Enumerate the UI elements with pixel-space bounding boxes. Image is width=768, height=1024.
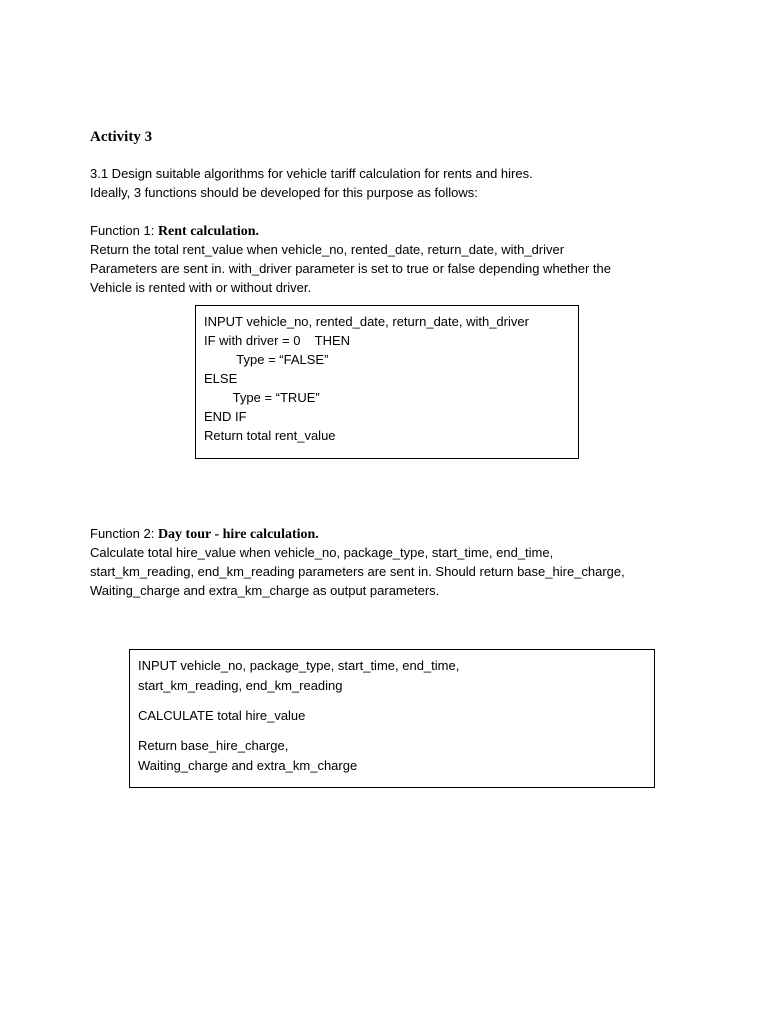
algorithm-line: Type = “TRUE”: [204, 390, 320, 405]
function2-description-line: Waiting_charge and extra_km_charge as output parameters.: [90, 583, 440, 599]
algorithm-line: CALCULATE total hire_value: [138, 708, 306, 723]
algorithm-spacer: [138, 726, 654, 736]
intro-line: Ideally, 3 functions should be developed for this purpose as follows:: [90, 185, 478, 201]
function1-name: Rent calculation.: [157, 224, 260, 239]
intro-line: 3.1 Design suitable algorithms for vehicle tariff calculation for rents and hires.: [90, 166, 533, 181]
function2-title: [90, 524, 319, 544]
algorithm-line: Return base_hire_charge,: [138, 738, 289, 753]
activity-heading: Activity 3: [90, 129, 153, 145]
algorithm-line: IF with driver = 0 THEN: [204, 333, 351, 348]
algorithm-line: ELSE: [204, 371, 238, 386]
function1-description-line: Parameters are sent in. with_driver parameter is set to true or false depending whether the: [90, 261, 611, 277]
function2-description-line: start_km_reading, end_km_reading parameters are sent in. Should return base_hire_charge,: [90, 564, 625, 580]
function1-prefix: Function 1:: [90, 223, 158, 238]
algorithm-line: Waiting_charge and extra_km_charge: [138, 758, 358, 773]
function1-algorithm-box: [195, 305, 579, 459]
intro-paragraph: [90, 164, 533, 202]
function1-description-line: Vehicle is rented with or without driver.: [90, 280, 312, 296]
function1-title: [90, 221, 259, 241]
algorithm-line: END IF: [204, 409, 247, 424]
function2-name: Day tour - hire calculation.: [157, 527, 319, 542]
function1-description: [90, 240, 611, 298]
function2-algorithm-box: [129, 649, 655, 788]
algorithm-line: Return total rent_value: [204, 428, 336, 443]
function2-description-line: Calculate total hire_value when vehicle_no, package_type, start_time, end_time,: [90, 545, 554, 560]
function2-prefix: Function 2:: [90, 526, 158, 541]
algorithm-line: INPUT vehicle_no, package_type, start_time, end_time,: [138, 658, 460, 673]
function2-description: [90, 543, 625, 601]
algorithm-spacer: [138, 696, 654, 706]
algorithm-line: INPUT vehicle_no, rented_date, return_date, with_driver: [204, 314, 529, 329]
function1-description-line: Return the total rent_value when vehicle_no, rented_date, return_date, with_driver: [90, 242, 565, 257]
algorithm-line: start_km_reading, end_km_reading: [138, 678, 343, 693]
algorithm-line: Type = “FALSE”: [204, 352, 329, 367]
